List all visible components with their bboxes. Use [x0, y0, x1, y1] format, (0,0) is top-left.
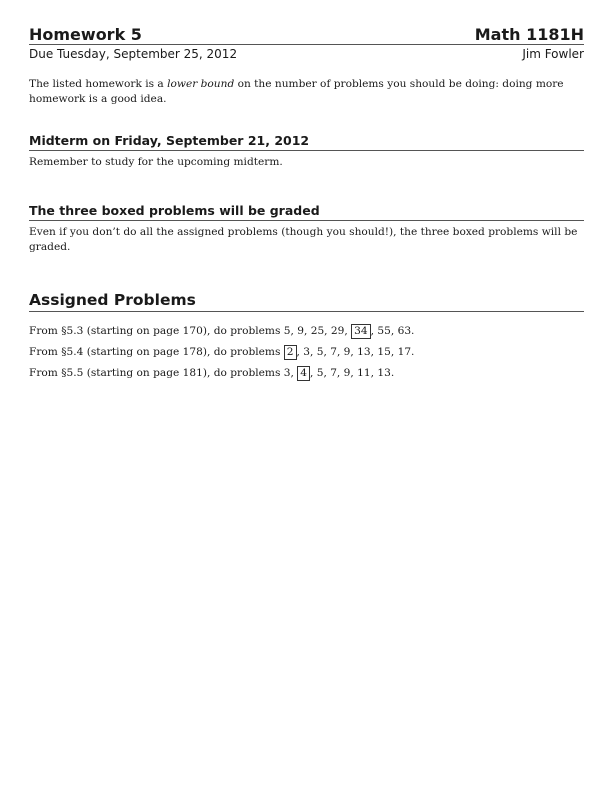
problem-line-prefix: From §5.4 (starting on page 178), do problems	[29, 346, 284, 358]
boxed-problem: 34	[351, 324, 370, 339]
homework-title: Homework 5	[29, 25, 142, 44]
intro-paragraph	[29, 77, 584, 107]
section-graded-title: The three boxed problems will be graded	[29, 203, 584, 221]
intro-text-end: on the number of problems you should be doing: doing more homework is a good idea.	[29, 78, 564, 105]
problem-line-prefix: From §5.5 (starting on page 181), do problems 3,	[29, 367, 298, 379]
intro-text-start: The listed homework is a	[29, 78, 168, 90]
problem-line-suffix: , 55, 63.	[370, 325, 415, 337]
header-row	[29, 25, 584, 44]
boxed-problem: 2	[284, 345, 297, 360]
instructor-name: Jim Fowler	[522, 47, 584, 61]
problem-line-prefix: From §5.3 (starting on page 170), do problems 5, 9, 25, 29,	[29, 325, 352, 337]
problem-line-5-3	[29, 321, 584, 342]
problem-list	[29, 321, 584, 384]
section-graded-text: Even if you don’t do all the assigned problems (though you should!), the three boxed problems will be graded.	[29, 226, 578, 253]
section-assigned-title: Assigned Problems	[29, 291, 584, 312]
section-midterm	[29, 133, 584, 170]
header-rule	[29, 44, 584, 45]
section-graded	[29, 203, 584, 255]
document-page	[29, 25, 584, 384]
section-assigned	[29, 291, 584, 384]
subheader-row	[29, 46, 584, 62]
problem-line-5-4	[29, 342, 584, 363]
problem-line-suffix: , 3, 5, 7, 9, 13, 15, 17.	[296, 346, 415, 358]
problem-line-5-5	[29, 363, 584, 384]
boxed-problem: 4	[297, 366, 310, 381]
section-midterm-text: Remember to study for the upcoming midterm.	[29, 156, 283, 168]
due-date: Due Tuesday, September 25, 2012	[29, 47, 238, 61]
intro-emphasis: lower bound	[167, 78, 235, 90]
problem-line-suffix: , 5, 7, 9, 11, 13.	[309, 367, 395, 379]
course-name: Math 1181H	[474, 25, 584, 44]
section-midterm-title: Midterm on Friday, September 21, 2012	[29, 133, 584, 151]
